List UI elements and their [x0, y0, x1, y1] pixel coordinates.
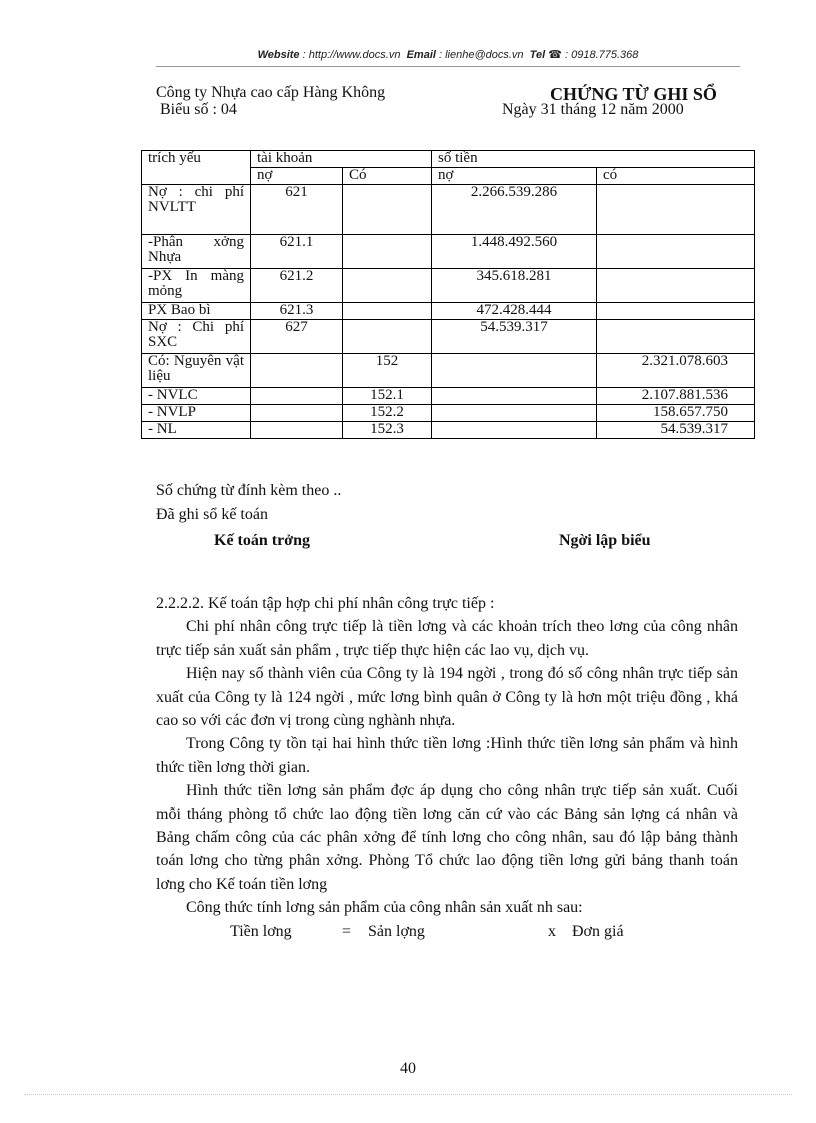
table-row [142, 320, 755, 354]
header-account: tài khoản [251, 151, 432, 168]
row-acc-credit [343, 320, 432, 354]
row-acc-credit [343, 303, 432, 320]
row-desc: - NVLC [142, 388, 251, 405]
site-header [156, 48, 740, 61]
row-amt-credit: 2.107.881.536 [597, 388, 755, 405]
row-amt-credit [597, 235, 755, 269]
row-desc: - NVLP [142, 405, 251, 422]
row-amt-credit [597, 320, 755, 354]
table-row [142, 354, 755, 388]
row-amt-credit [597, 303, 755, 320]
row-amt-debit: 1.448.492.560 [432, 235, 597, 269]
table-row [142, 422, 755, 439]
row-desc: -Phân xởng Nhựa [142, 235, 251, 269]
row-amt-credit: 2.321.078.603 [597, 354, 755, 388]
row-amt-debit: 345.618.281 [432, 269, 597, 303]
formula-term-unit-price: Đơn giá [572, 922, 624, 940]
row-amt-debit: 54.539.317 [432, 320, 597, 354]
header-amount-credit: có [597, 168, 755, 185]
table-row [142, 405, 755, 422]
email-label: Email [406, 49, 436, 61]
row-acc-credit: 152 [343, 354, 432, 388]
paragraph: Hình thức tiền lơng sản phẩm đợc áp dụng cho công nhân trực tiếp sản xuất. Cuối mỗi tháng phòng tổ chức lao động tiền lơng căn cứ vào các Bảng sản lợng cá nhân và Bảng chấm công của các phân xởng để tính lơng cho công nhân, sau đó lập bảng thành toán lơng cho từng phân xởng. Phòng Tổ chức lao động tiền lơng gửi bảng thanh toán lơng cho Kế toán tiền lơng [156, 782, 738, 893]
header-account-credit: Có [343, 168, 432, 185]
table-row [142, 303, 755, 320]
page-number: 40 [400, 1060, 416, 1077]
row-acc-credit [343, 185, 432, 235]
bottom-divider [24, 1094, 792, 1095]
header-summary: trích yếu [142, 151, 251, 185]
table-row [142, 185, 755, 235]
paragraph: Công thức tính lơng sản phẩm của công nhân sản xuất nh sau: [186, 899, 583, 917]
row-acc-debit [251, 405, 343, 422]
row-acc-debit [251, 388, 343, 405]
row-desc: Nợ : chi phí NVLTT [142, 185, 251, 235]
posted-note: Đã ghi sổ kế toán [156, 506, 268, 523]
header-amount: số tiền [432, 151, 755, 168]
paragraph: Trong Công ty tồn tại hai hình thức tiền lơng :Hình thức tiền lơng sản phẩm và hình thức tiền lơng thời gian. [156, 735, 738, 776]
table-row [142, 235, 755, 269]
body-text [156, 592, 738, 943]
document-title: CHỨNG TỪ GHI SỔ [550, 84, 717, 104]
row-acc-credit: 152.1 [343, 388, 432, 405]
header-divider [156, 66, 740, 67]
company-name: Công ty Nhựa cao cấp Hàng Không [156, 84, 386, 101]
paragraph: Chi phí nhân công trực tiếp là tiền lơng và các khoản trích theo lơng của công nhân trực tiếp sản xuất sản phẩm , trực tiếp thực hiện các lao vụ, dịch vụ. [156, 618, 738, 659]
email-link[interactable]: : lienhe@docs.vn [439, 49, 524, 61]
row-amt-debit [432, 354, 597, 388]
header-account-debit: nợ [251, 168, 343, 185]
wage-formula [156, 920, 738, 943]
row-desc: Có: Nguyên vật liệu [142, 354, 251, 388]
formula-term-output: Sản lợng [368, 922, 425, 940]
row-amt-credit: 158.657.750 [597, 405, 755, 422]
row-acc-debit [251, 422, 343, 439]
row-desc: - NL [142, 422, 251, 439]
row-amt-debit [432, 422, 597, 439]
paragraph: Hiện nay số thành viên của Công ty là 194 ngời , trong đó số công nhân trực tiếp sản xuất của Công ty là 124 ngời , mức lơng bình quân ở Công ty là hơn một triệu đồng , khá cao so với các đơn vị trong cùng nghành nhựa. [156, 665, 738, 730]
row-acc-debit: 621.2 [251, 269, 343, 303]
attachments-note: Số chứng từ đính kèm theo .. [156, 482, 342, 499]
row-acc-credit: 152.3 [343, 422, 432, 439]
row-amt-debit [432, 388, 597, 405]
formula-lhs: Tiền lơng [230, 922, 292, 940]
row-acc-debit: 621 [251, 185, 343, 235]
formula-multiply: x [548, 922, 556, 940]
row-acc-debit [251, 354, 343, 388]
table-header-row [142, 151, 755, 168]
tel-value: ☎ : 0918.775.368 [548, 49, 639, 61]
website-label: Website [257, 49, 300, 61]
row-amt-credit: 54.539.317 [597, 422, 755, 439]
row-amt-credit [597, 269, 755, 303]
formula-equals: = [342, 922, 352, 940]
form-number: Biểu số : 04 [160, 101, 237, 118]
header-amount-debit: nợ [432, 168, 597, 185]
row-acc-debit: 621.1 [251, 235, 343, 269]
table-row [142, 269, 755, 303]
row-acc-debit: 627 [251, 320, 343, 354]
section-heading: 2.2.2.2. Kế toán tập hợp chi phí nhân công trực tiếp : [156, 595, 495, 612]
row-acc-credit: 152.2 [343, 405, 432, 422]
row-desc: Nợ : Chi phí SXC [142, 320, 251, 354]
table-row [142, 388, 755, 405]
preparer-signature-label: Ngời lập biểu [559, 532, 651, 549]
website-link[interactable]: : http://www.docs.vn [302, 49, 401, 61]
row-desc: PX Bao bì [142, 303, 251, 320]
tel-label: Tel [529, 49, 546, 61]
row-desc: -PX In màng mỏng [142, 269, 251, 303]
row-acc-credit [343, 235, 432, 269]
document-date: Ngày 31 tháng 12 năm 2000 [502, 101, 684, 118]
ledger-table [141, 150, 755, 439]
chief-accountant-signature-label: Kế toán trởng [214, 532, 310, 549]
row-acc-debit: 621.3 [251, 303, 343, 320]
row-amt-credit [597, 185, 755, 235]
row-acc-credit [343, 269, 432, 303]
row-amt-debit [432, 405, 597, 422]
row-amt-debit: 2.266.539.286 [432, 185, 597, 235]
row-amt-debit: 472.428.444 [432, 303, 597, 320]
